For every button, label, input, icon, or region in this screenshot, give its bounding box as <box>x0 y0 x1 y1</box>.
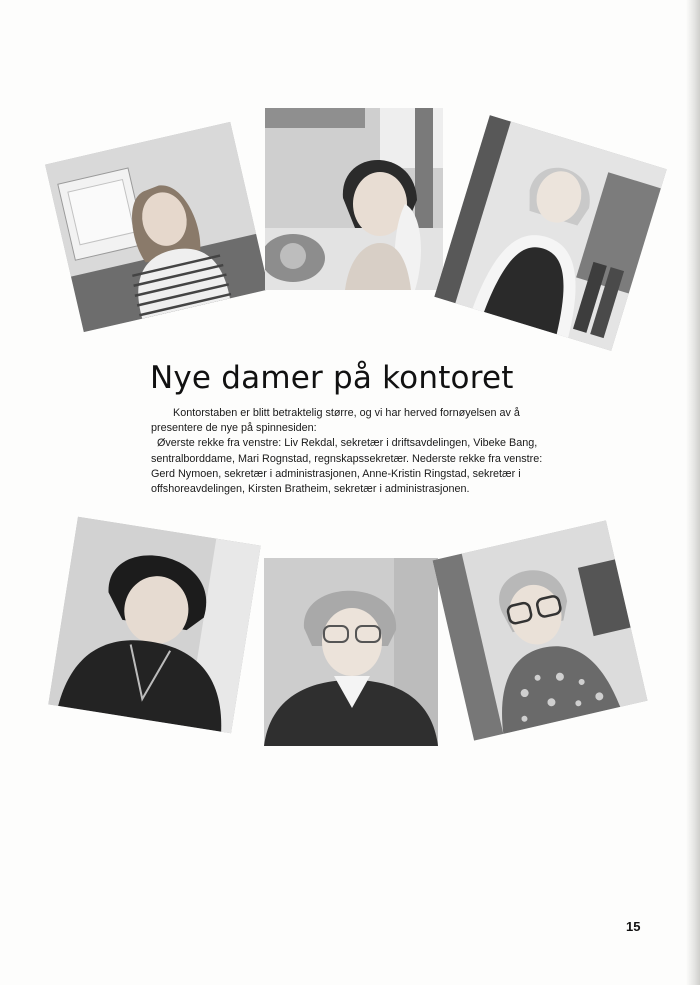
caption-line: Kontorstaben er blitt betraktelig større, og vi har herved fornøyelsen av å <box>173 407 520 419</box>
photo-mari-rognstad <box>434 115 666 351</box>
caption-line: presentere de nye på spinnesiden: <box>151 422 317 435</box>
page-edge-shadow <box>686 0 700 985</box>
caption-line: Øverste rekke fra venstre: Liv Rekdal, sekretær i driftsavdelingen, Vibeke Bang, <box>157 437 538 450</box>
article-caption <box>151 406 583 497</box>
photo-anne-kristin-ringstad <box>264 558 438 746</box>
article-title: Nye damer på kontoret <box>150 360 514 396</box>
caption-line: Gerd Nymoen, sekretær i administrasjonen, Anne-Kristin Ringstad, sekretær i <box>151 467 521 480</box>
photo-liv-rekdal <box>45 122 269 332</box>
caption-line: sentralborddame, Mari Rognstad, regnskapssekretær. Nederste rekke fra venstre: <box>151 452 543 465</box>
photo-vibeke-bang <box>265 108 443 290</box>
caption-line: offshoreavdelingen, Kirsten Bratheim, sekretær i administrasjonen. <box>151 483 470 496</box>
photo-kirsten-bratheim <box>432 520 647 740</box>
photo-gerd-nymoen <box>48 517 260 734</box>
page-number: 15 <box>626 919 641 934</box>
